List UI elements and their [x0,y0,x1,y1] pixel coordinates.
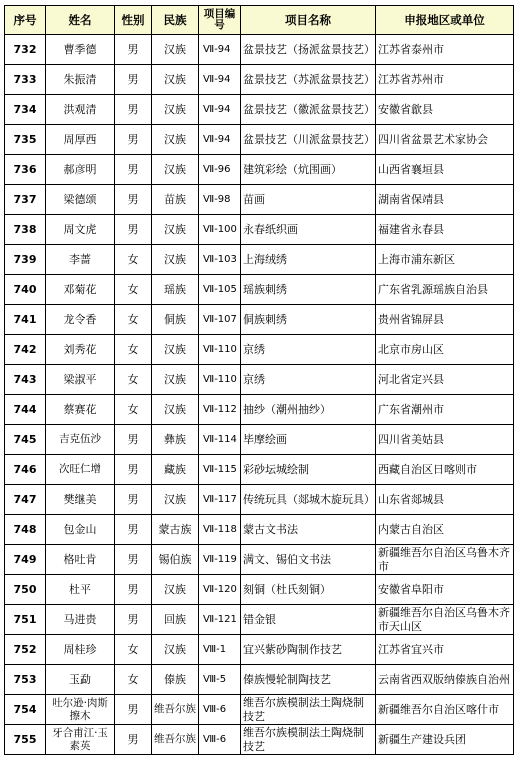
cell-project: 维吾尔族模制法土陶烧制技艺 [241,695,376,725]
cell-no: 741 [5,305,46,335]
header-region: 申报地区或单位 [376,6,514,35]
table-row [5,605,514,635]
cell-sex: 女 [115,395,152,425]
cell-code: Ⅶ-115 [199,455,241,485]
cell-no: 738 [5,215,46,245]
cell-region: 新疆维吾尔自治区乌鲁木齐市 [376,545,514,575]
cell-region: 山西省襄垣县 [376,155,514,185]
header-sex: 性别 [115,6,152,35]
table-row [5,635,514,665]
cell-region: 福建省永春县 [376,215,514,245]
cell-sex: 女 [115,335,152,365]
cell-ethnicity: 汉族 [152,35,199,65]
cell-region: 云南省西双版纳傣族自治州 [376,665,514,695]
cell-code: Ⅷ-6 [199,695,241,725]
cell-code: Ⅶ-117 [199,485,241,515]
cell-name: 梁德颂 [46,185,115,215]
header-project: 项目名称 [241,6,376,35]
cell-code: Ⅶ-112 [199,395,241,425]
cell-name: 格吐肯 [46,545,115,575]
table-row [5,95,514,125]
cell-ethnicity: 蒙古族 [152,515,199,545]
cell-region: 广东省潮州市 [376,395,514,425]
cell-ethnicity: 彝族 [152,425,199,455]
cell-no: 732 [5,35,46,65]
cell-project: 京绣 [241,365,376,395]
cell-code: Ⅶ-96 [199,155,241,185]
cell-sex: 男 [115,695,152,725]
cell-code: Ⅶ-94 [199,95,241,125]
header-no: 序号 [5,6,46,35]
table-row [5,485,514,515]
cell-sex: 女 [115,245,152,275]
cell-region: 新疆生产建设兵团 [376,725,514,755]
cell-ethnicity: 汉族 [152,635,199,665]
cell-ethnicity: 藏族 [152,455,199,485]
table-row [5,365,514,395]
table-header [5,6,514,35]
table-row [5,35,514,65]
cell-sex: 男 [115,155,152,185]
cell-code: Ⅶ-100 [199,215,241,245]
cell-region: 江苏省泰州市 [376,35,514,65]
table-row [5,305,514,335]
cell-sex: 男 [115,125,152,155]
cell-name: 周文虎 [46,215,115,245]
cell-code: Ⅷ-1 [199,635,241,665]
cell-sex: 男 [115,485,152,515]
cell-region: 河北省定兴县 [376,365,514,395]
cell-ethnicity: 汉族 [152,95,199,125]
cell-project: 宜兴紫砂陶制作技艺 [241,635,376,665]
cell-no: 745 [5,425,46,455]
cell-code: Ⅶ-119 [199,545,241,575]
table-row [5,125,514,155]
cell-region: 安徽省阜阳市 [376,575,514,605]
cell-name: 李蔷 [46,245,115,275]
cell-project: 瑶族刺绣 [241,275,376,305]
cell-project: 盆景技艺（川派盆景技艺） [241,125,376,155]
cell-project: 傣族慢轮制陶技艺 [241,665,376,695]
cell-no: 737 [5,185,46,215]
cell-sex: 男 [115,455,152,485]
cell-ethnicity: 汉族 [152,245,199,275]
cell-region: 广东省乳源瑶族自治县 [376,275,514,305]
cell-name: 蔡赛花 [46,395,115,425]
cell-project: 毕摩绘画 [241,425,376,455]
cell-project: 抽纱（潮州抽纱） [241,395,376,425]
cell-no: 753 [5,665,46,695]
cell-code: Ⅶ-98 [199,185,241,215]
header-ethnicity: 民族 [152,6,199,35]
cell-ethnicity: 苗族 [152,185,199,215]
cell-project: 永春纸织画 [241,215,376,245]
table-row [5,425,514,455]
cell-sex: 男 [115,575,152,605]
cell-ethnicity: 维吾尔族 [152,725,199,755]
header-code: 项目编号 [199,6,241,35]
cell-code: Ⅶ-120 [199,575,241,605]
cell-ethnicity: 汉族 [152,395,199,425]
cell-region: 内蒙古自治区 [376,515,514,545]
cell-no: 739 [5,245,46,275]
cell-no: 734 [5,95,46,125]
cell-ethnicity: 汉族 [152,485,199,515]
cell-name: 曹季德 [46,35,115,65]
cell-project: 建筑彩绘（炕围画） [241,155,376,185]
cell-project: 盆景技艺（扬派盆景技艺） [241,35,376,65]
cell-code: Ⅶ-110 [199,335,241,365]
cell-name: 周桂珍 [46,635,115,665]
table-row [5,275,514,305]
cell-sex: 男 [115,65,152,95]
cell-project: 蒙古文书法 [241,515,376,545]
cell-ethnicity: 汉族 [152,125,199,155]
cell-project: 彩砂坛城绘制 [241,455,376,485]
cell-ethnicity: 汉族 [152,155,199,185]
cell-code: Ⅶ-121 [199,605,241,635]
cell-sex: 男 [115,725,152,755]
cell-ethnicity: 维吾尔族 [152,695,199,725]
cell-name: 吐尔逊·肉斯擦木 [46,695,115,725]
table-row [5,335,514,365]
inheritors-table [4,5,514,755]
cell-region: 江苏省宜兴市 [376,635,514,665]
cell-no: 751 [5,605,46,635]
cell-no: 747 [5,485,46,515]
cell-ethnicity: 汉族 [152,65,199,95]
table-row [5,215,514,245]
cell-project: 上海绒绣 [241,245,376,275]
cell-no: 735 [5,125,46,155]
table-row [5,65,514,95]
cell-project: 盆景技艺（苏派盆景技艺） [241,65,376,95]
cell-ethnicity: 傣族 [152,665,199,695]
cell-sex: 男 [115,425,152,455]
table-row [5,545,514,575]
table-row [5,155,514,185]
cell-project: 传统玩具（郯城木旋玩具） [241,485,376,515]
cell-code: Ⅶ-110 [199,365,241,395]
cell-sex: 女 [115,305,152,335]
cell-ethnicity: 汉族 [152,335,199,365]
cell-name: 龙令香 [46,305,115,335]
cell-no: 743 [5,365,46,395]
cell-project: 京绣 [241,335,376,365]
table-row [5,185,514,215]
cell-code: Ⅶ-94 [199,35,241,65]
cell-region: 西藏自治区日喀则市 [376,455,514,485]
cell-sex: 女 [115,635,152,665]
cell-sex: 男 [115,515,152,545]
cell-name: 次旺仁增 [46,455,115,485]
cell-no: 750 [5,575,46,605]
cell-code: Ⅷ-5 [199,665,241,695]
cell-name: 梁淑平 [46,365,115,395]
table-row [5,395,514,425]
header-name: 姓名 [46,6,115,35]
cell-region: 新疆维吾尔自治区喀什市 [376,695,514,725]
cell-region: 上海市浦东新区 [376,245,514,275]
cell-sex: 男 [115,605,152,635]
cell-project: 苗画 [241,185,376,215]
cell-sex: 男 [115,215,152,245]
cell-ethnicity: 锡伯族 [152,545,199,575]
cell-no: 748 [5,515,46,545]
cell-name: 樊继美 [46,485,115,515]
cell-sex: 女 [115,275,152,305]
cell-sex: 女 [115,365,152,395]
cell-ethnicity: 汉族 [152,215,199,245]
cell-region: 四川省美姑县 [376,425,514,455]
cell-no: 752 [5,635,46,665]
cell-sex: 女 [115,665,152,695]
cell-name: 马进贵 [46,605,115,635]
cell-code: Ⅶ-118 [199,515,241,545]
table-row [5,455,514,485]
cell-sex: 男 [115,185,152,215]
cell-name: 洪观清 [46,95,115,125]
cell-no: 744 [5,395,46,425]
cell-no: 754 [5,695,46,725]
header-row [5,6,514,35]
cell-region: 贵州省锦屏县 [376,305,514,335]
cell-no: 733 [5,65,46,95]
cell-project: 维吾尔族模制法土陶烧制技艺 [241,725,376,755]
cell-name: 玉勐 [46,665,115,695]
cell-ethnicity: 瑶族 [152,275,199,305]
cell-no: 740 [5,275,46,305]
cell-project: 满文、锡伯文书法 [241,545,376,575]
cell-name: 朱振清 [46,65,115,95]
table-row [5,665,514,695]
cell-ethnicity: 侗族 [152,305,199,335]
cell-region: 安徽省歙县 [376,95,514,125]
cell-sex: 男 [115,35,152,65]
cell-name: 牙合甫江·玉素英 [46,725,115,755]
cell-ethnicity: 回族 [152,605,199,635]
table-row [5,575,514,605]
cell-code: Ⅶ-94 [199,65,241,95]
cell-name: 周厚西 [46,125,115,155]
table-row [5,515,514,545]
table-row [5,695,514,725]
cell-code: Ⅶ-107 [199,305,241,335]
cell-region: 北京市房山区 [376,335,514,365]
cell-project: 错金银 [241,605,376,635]
cell-code: Ⅶ-105 [199,275,241,305]
cell-name: 杜平 [46,575,115,605]
cell-sex: 男 [115,95,152,125]
table-row [5,725,514,755]
cell-code: Ⅷ-6 [199,725,241,755]
cell-no: 755 [5,725,46,755]
table-body [5,35,514,755]
cell-no: 746 [5,455,46,485]
cell-region: 江苏省苏州市 [376,65,514,95]
cell-project: 侗族刺绣 [241,305,376,335]
cell-ethnicity: 汉族 [152,575,199,605]
cell-name: 包金山 [46,515,115,545]
cell-region: 四川省盆景艺术家协会 [376,125,514,155]
cell-no: 742 [5,335,46,365]
cell-region: 湖南省保靖县 [376,185,514,215]
cell-name: 吉克伍沙 [46,425,115,455]
cell-no: 749 [5,545,46,575]
cell-code: Ⅶ-103 [199,245,241,275]
cell-name: 邓菊花 [46,275,115,305]
cell-code: Ⅶ-114 [199,425,241,455]
cell-name: 郝彦明 [46,155,115,185]
cell-project: 盆景技艺（徽派盆景技艺） [241,95,376,125]
cell-code: Ⅶ-94 [199,125,241,155]
table-row [5,245,514,275]
cell-ethnicity: 汉族 [152,365,199,395]
cell-project: 刻铜（杜氏刻铜） [241,575,376,605]
cell-region: 山东省郯城县 [376,485,514,515]
cell-name: 刘秀花 [46,335,115,365]
cell-no: 736 [5,155,46,185]
cell-region: 新疆维吾尔自治区乌鲁木齐市天山区 [376,605,514,635]
cell-sex: 男 [115,545,152,575]
